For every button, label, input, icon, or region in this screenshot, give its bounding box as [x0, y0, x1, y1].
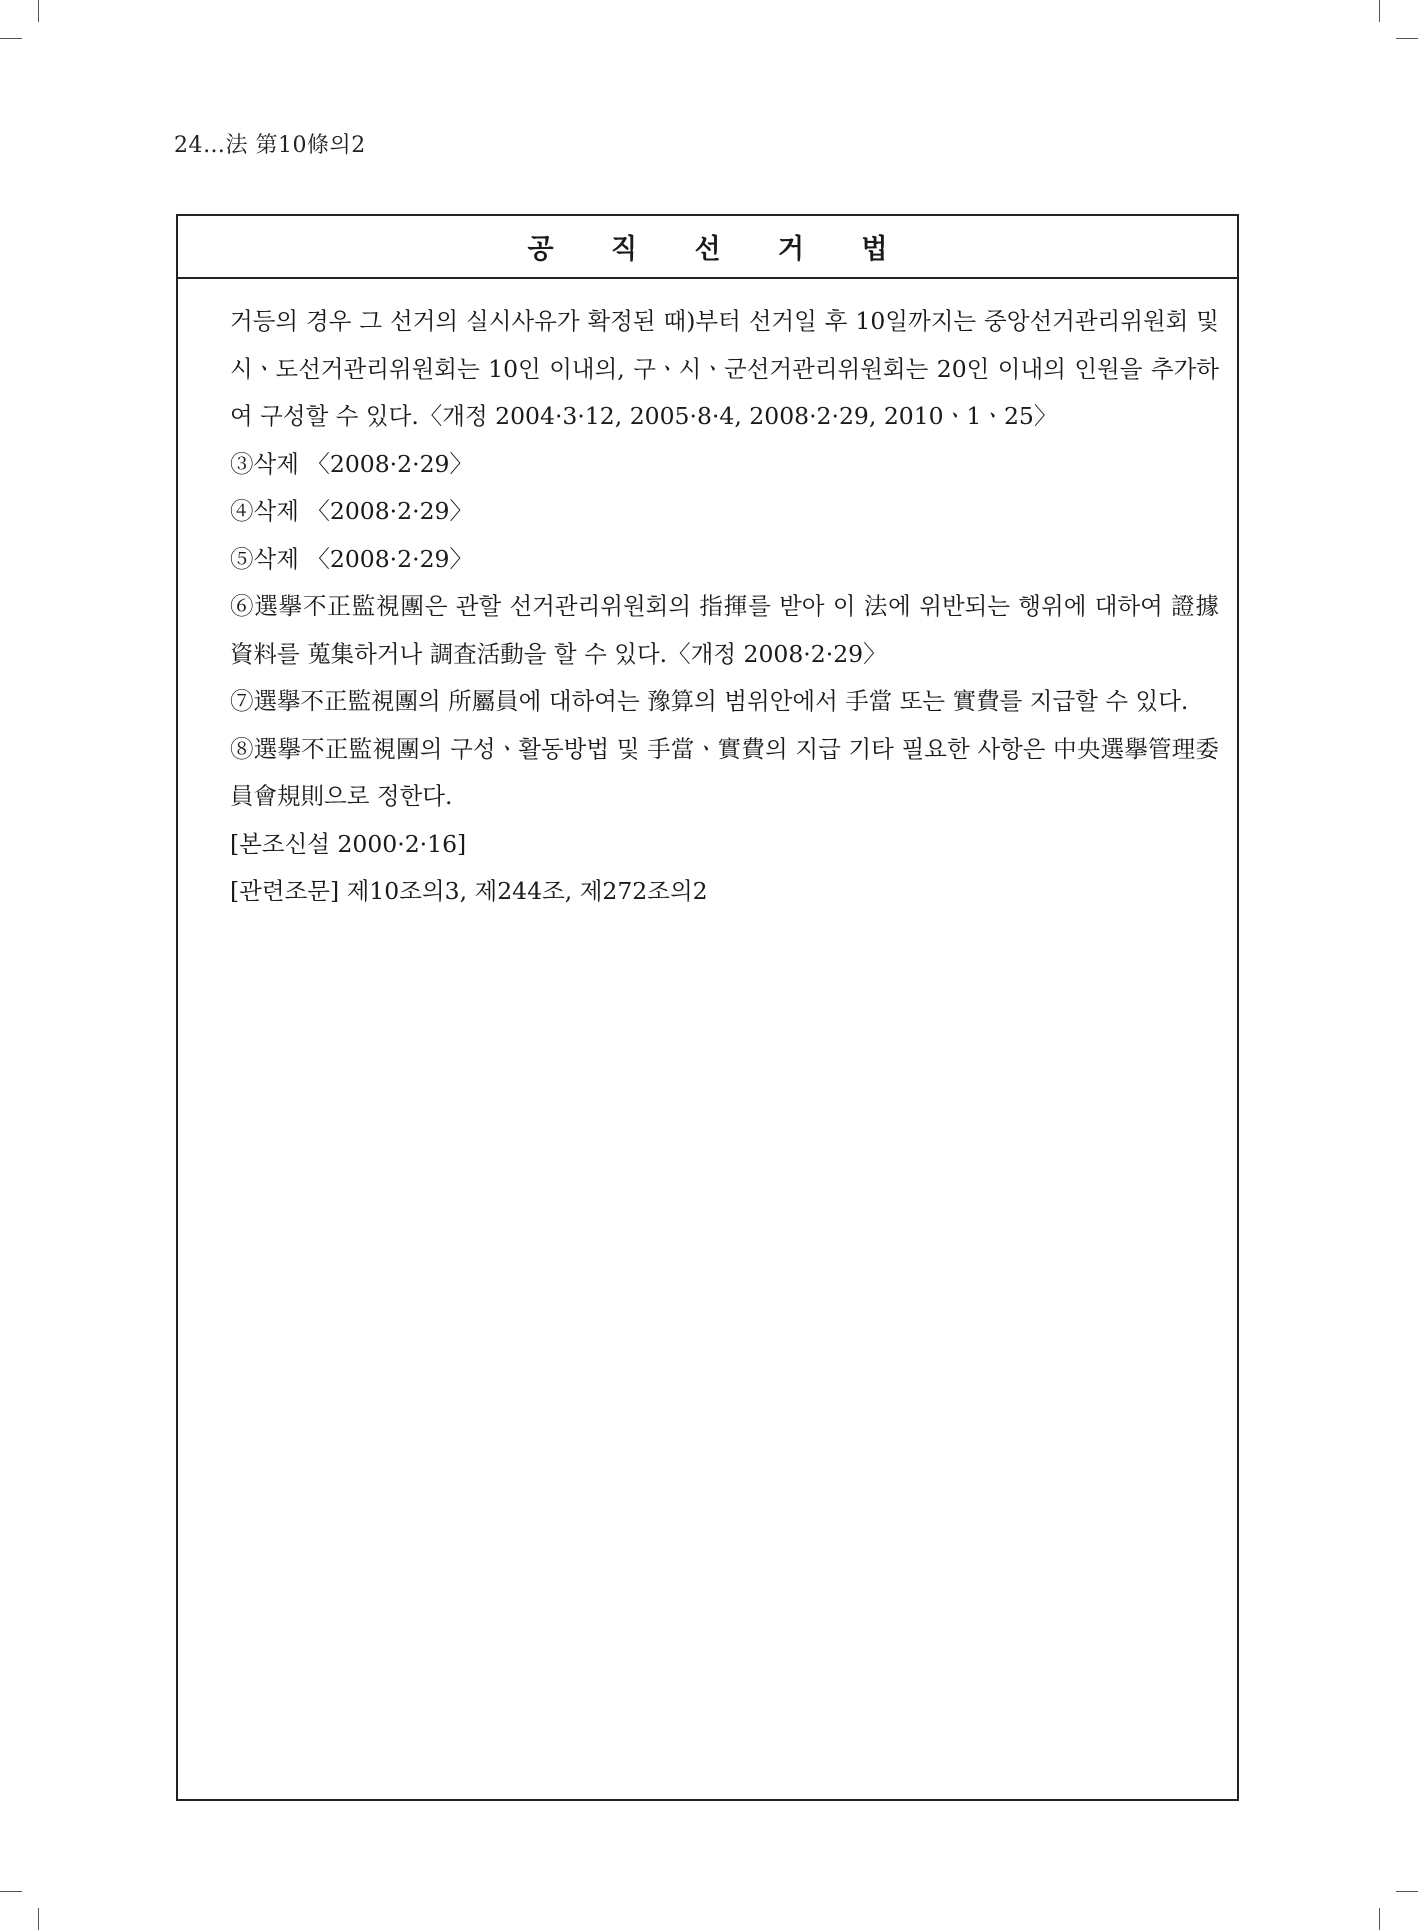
crop-mark-bottom-right-vertical: [1379, 1908, 1380, 1930]
paragraph-7: ⑦選擧不正監視團의 所屬員에 대하여는 豫算의 범위안에서 手當 또는 實費를 지급할 수 있다.: [230, 687, 1189, 715]
crop-mark-top-left-vertical: [38, 0, 39, 22]
crop-mark-bottom-right-horizontal: [1396, 1891, 1418, 1892]
crop-mark-top-right-vertical: [1379, 0, 1380, 22]
paragraph-6: ⑥選擧不正監視團은 관할 선거관리위원회의 指揮를 받아 이 法에 위반되는 행위에 대하여 證據資料를 蒐集하거나 調査活動을 할 수 있다.〈개정 2008·2·29〉: [230, 592, 1219, 668]
page-header: 24…法 第10條의2: [174, 133, 366, 158]
paragraph-3: ③삭제 〈2008·2·29〉: [230, 449, 473, 478]
paragraph-5: ⑤삭제 〈2008·2·29〉: [230, 544, 473, 573]
paragraph-continuation: 거등의 경우 그 선거의 실시사유가 확정된 때)부터 선거일 후 10일까지는 중앙선거관리위원회 및 시ㆍ도선거관리위원회는 10인 이내의, 구ㆍ시ㆍ군선거관리위원회는 20인 이내의 인원을 추가하여 구성할 수 있다.〈개정 2004·3·12, 2005·8·4, 2008·2·29, 2010ㆍ1ㆍ25〉: [230, 307, 1219, 430]
crop-mark-bottom-left-vertical: [38, 1908, 39, 1930]
crop-mark-top-right-horizontal: [1396, 38, 1418, 39]
law-body: [230, 298, 1219, 916]
crop-mark-top-left-horizontal: [0, 38, 22, 39]
paragraph-4: ④삭제 〈2008·2·29〉: [230, 497, 473, 525]
enactment-note: [본조신설 2000·2·16]: [230, 829, 467, 858]
crop-mark-bottom-left-horizontal: [0, 1891, 22, 1892]
related-articles: [관련조문] 제10조의3, 제244조, 제272조의2: [230, 877, 708, 905]
box-title: 공 직 선 거 법: [178, 216, 1237, 279]
paragraph-8: ⑧選擧不正監視團의 구성ㆍ활동방법 및 手當ㆍ實費의 지급 기타 필요한 사항은 中央選擧管理委員會規則으로 정한다.: [230, 734, 1219, 810]
law-text-box: [176, 214, 1239, 1801]
